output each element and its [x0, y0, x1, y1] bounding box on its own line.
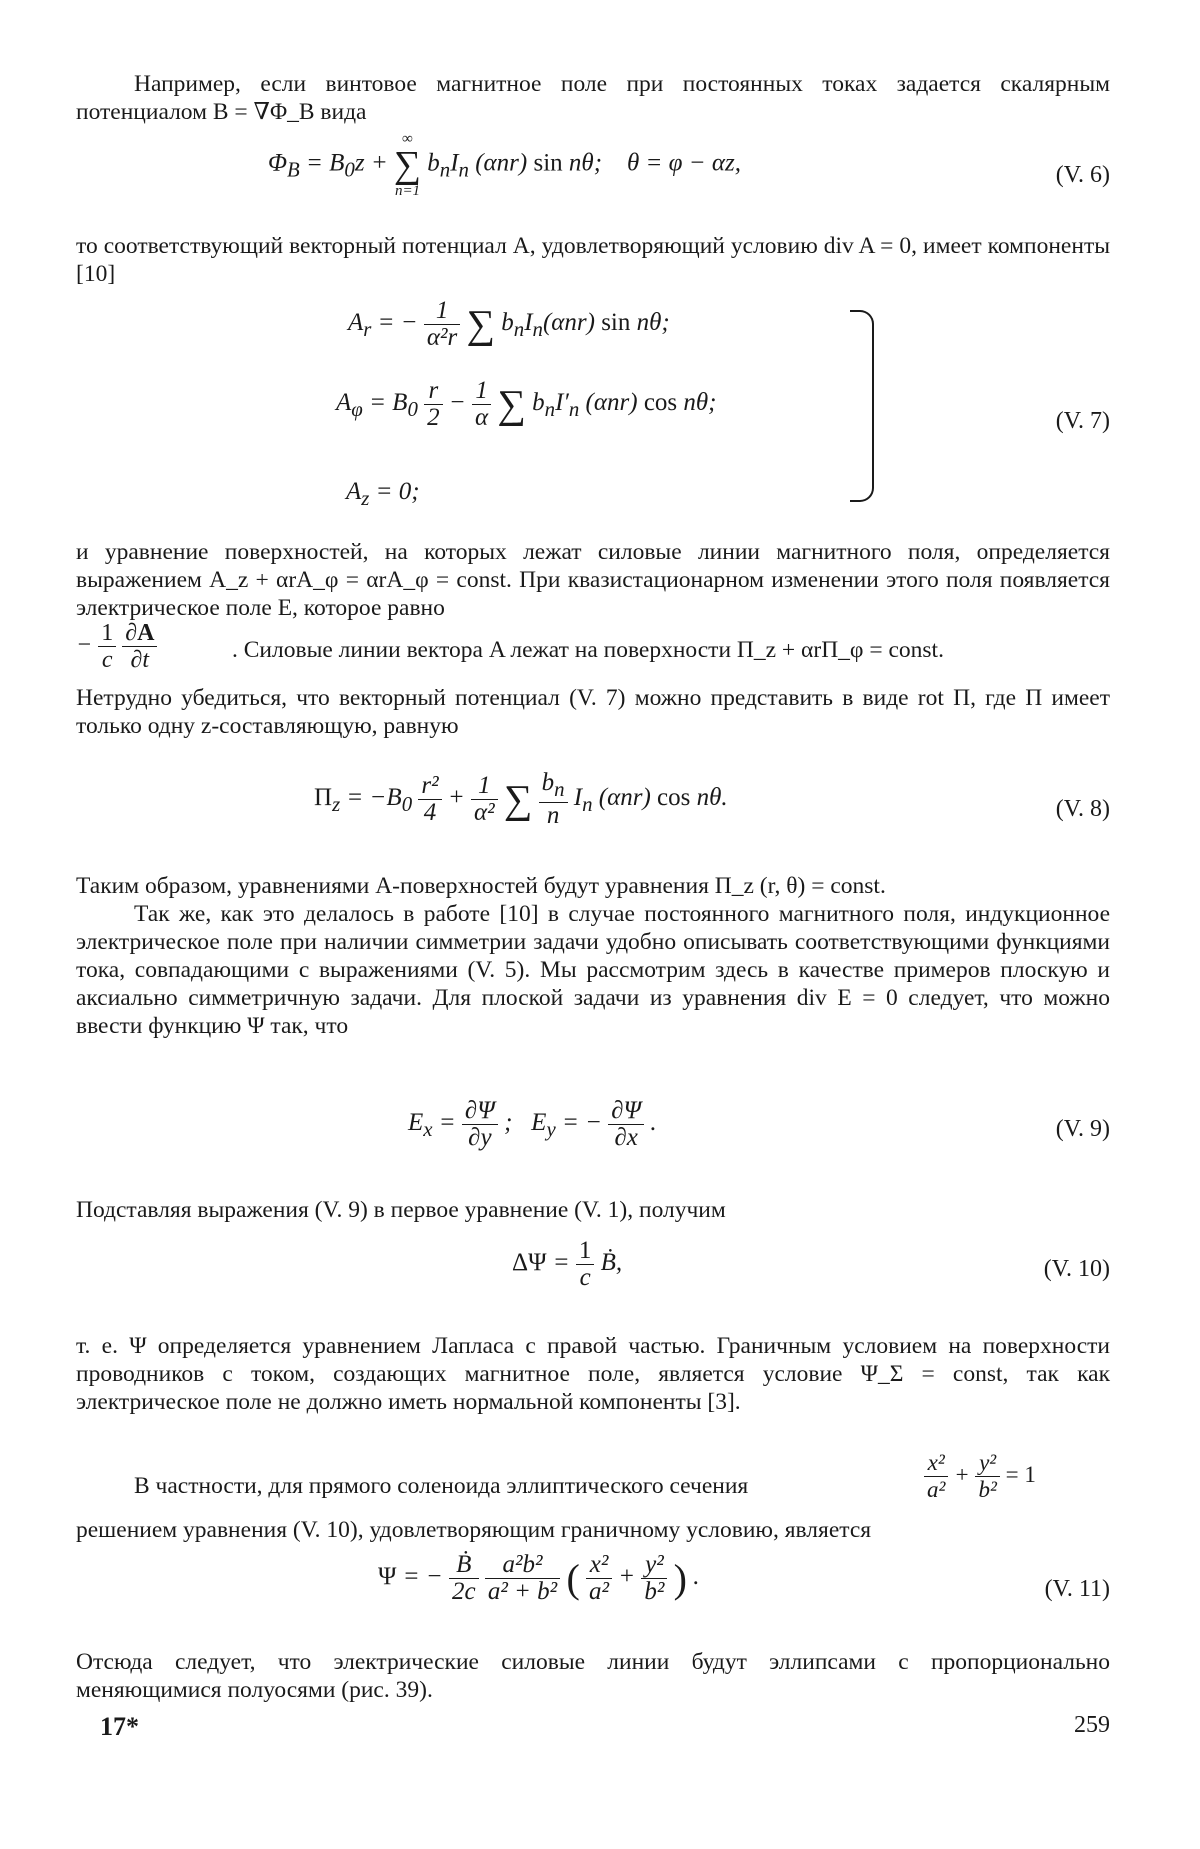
equation-number-v10: (V. 10)	[1043, 1256, 1110, 1282]
paragraph-3b-text: . Силовые линии вектора A лежат на поверхности Π_z + αrΠ_φ = const.	[232, 637, 944, 663]
equation-number-v6: (V. 6)	[1055, 162, 1110, 188]
equation-brace	[850, 310, 874, 502]
equation-inline-e: − $\frac{1}{c}$ $\frac{\partial A}{\partial t}$	[76, 620, 157, 673]
paragraph-9-text: В частности, для прямого соленоида эллиптического сечения	[134, 1473, 749, 1499]
equation-number-v9: (V. 9)	[1055, 1116, 1110, 1142]
paragraph-4	[76, 684, 1110, 740]
paragraph-7-text: Подставляя выражения (V. 9) в первое уравнение (V. 1), получим	[76, 1197, 726, 1223]
paragraph-9	[76, 1472, 856, 1500]
paragraph-7	[76, 1196, 1110, 1224]
paragraph-5-text: Таким образом, уравнениями A-поверхностей будут уравнения Π_z (r, θ) = const.	[76, 873, 886, 899]
equation-number-v7: (V. 7)	[1055, 408, 1110, 434]
paragraph-6	[76, 900, 1110, 1040]
paragraph-5	[76, 872, 1110, 900]
equation-v10: ΔΨ = $\frac{1}{c}$ Ḃ,	[512, 1237, 623, 1291]
equation-number-v8: (V. 8)	[1055, 796, 1110, 822]
equation-v6: $\Phi_B = B_0z$ + ∞ ∑ n=1 $b_nI_n$ (αnr) sin nθ; θ = φ − αz,	[268, 131, 741, 199]
paragraph-3b	[232, 636, 1110, 664]
equation-v9: $E_x$ = $\frac{\partial\Psi}{\partial y}$ ; $E_y$ = − $\frac{\partial\Psi}{\partial x}$ .	[408, 1097, 657, 1151]
paragraph-10-text: Отсюда следует, что электрические силовые линии будут эллипсами с пропорционально меняющимися полуосями (рис. 39).	[76, 1649, 1110, 1703]
paragraph-3-text: и уравнение поверхностей, на которых лежат силовые линии магнитного поля, определяется выражением A_z + αrA_φ = αrA_φ = const. При квазистационарном изменении этого поля появляется электрическое поле E, которое равно	[76, 539, 1110, 621]
paragraph-6-text: Так же, как это делалось в работе [10] в случае постоянного магнитного поля, индукционное электрическое поле при наличии симметрии задачи удобно описывать соответствующими функциями тока, совпадающими с выражениями (V. 5). Мы рассмотрим здесь в качестве примеров плоскую и аксиально симметричную задачи. Для плоской задачи из уравнения div E = 0 следует, что можно ввести функцию Ψ так, что	[76, 901, 1110, 1039]
signature-mark: 17*	[100, 1712, 139, 1741]
paragraph-1	[76, 70, 1110, 126]
equation-v11: Ψ = − $\frac{\text{Ḃ}}{2c}$ $\frac{\text{a²b²}}{\text{a² + b²}}$ ( $\frac{\text{x²}}{\text{a²}}$ + $\frac{\text{y²}}{\text{b²}}$ ) .	[378, 1551, 700, 1605]
equation-number-v11: (V. 11)	[1044, 1576, 1110, 1602]
paragraph-2-text: то соответствующий векторный потенциал A, удовлетворяющий условию div A = 0, имеет компоненты [10]	[76, 233, 1110, 287]
paragraph-3	[76, 538, 1110, 622]
equation-ellipse: $\frac{\text{x²}}{\text{a²}}$ + $\frac{\text{y²}}{\text{b²}}$ = 1	[924, 1450, 1036, 1503]
paragraph-8	[76, 1332, 1110, 1416]
equation-v7-aphi: $A_\varphi = B_0$ $\frac{r}{2}$ − $\frac{1}{\alpha}$ ∑ $b_nI'_n$ (αnr) cos nθ;	[336, 377, 717, 431]
paragraph-8-text: т. е. Ψ определяется уравнением Лапласа с правой частью. Граничным условием на поверхности проводников с током, создающих магнитное поле, является условие Ψ_Σ = const, так как электрическое поле не должно иметь нормальной компоненты [3].	[76, 1333, 1110, 1415]
equation-v7-az: $A_z = 0$;	[346, 478, 420, 510]
paragraph-10	[76, 1648, 1110, 1704]
paragraph-9b-text: решением уравнения (V. 10), удовлетворяющим граничному условию, является	[76, 1517, 872, 1543]
paragraph-1-text: Например, если винтовое магнитное поле при постоянных токах задается скалярным потенциалом B = ∇Φ_B вида	[76, 71, 1110, 125]
equation-v8: $\Pi_z = -B_0$ $\frac{\text{r²}}{4}$ + $\frac{1}{\text{α²}}$ ∑ $\frac{b_n}{n}$ $I_n$ (αnr) cos nθ.	[314, 769, 728, 829]
page-number: 259	[1074, 1712, 1110, 1738]
paragraph-4-text: Нетрудно убедиться, что векторный потенциал (V. 7) можно представить в виде rot Π, где Π имеет только одну z-составляющую, равную	[76, 685, 1110, 739]
paragraph-9b	[76, 1516, 1110, 1544]
equation-v7-ar: $A_r$ = − $\frac{1}{\text{α²r}}$ ∑ $b_nI_n(\alpha nr)$ sin nθ;	[348, 297, 670, 351]
paragraph-2	[76, 232, 1110, 288]
